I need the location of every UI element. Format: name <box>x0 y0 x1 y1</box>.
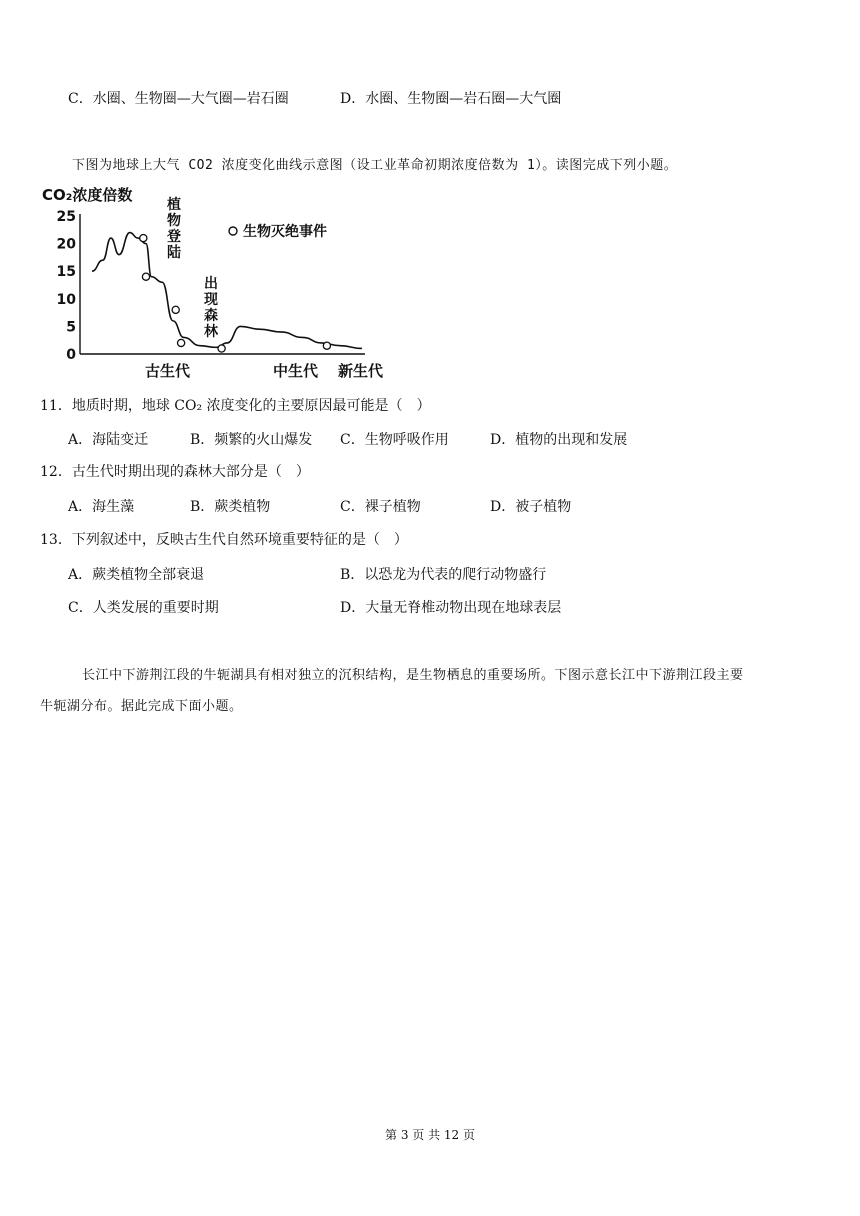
option-prev-d: D．水圈、生物圈—岩石圈—大气圈 <box>340 91 562 107</box>
q12-option-b[interactable]: B．蕨类植物 <box>190 499 271 515</box>
q13-option-d[interactable]: D．大量无脊椎动物出现在地球表层 <box>340 600 562 616</box>
question-13-stem: 13．下列叙述中，反映古生代自然环境重要特征的是（ ） <box>40 532 408 548</box>
annot-forest-2: 现 <box>204 292 218 308</box>
extinction-event-3 <box>172 306 179 313</box>
co2-chart <box>40 184 410 384</box>
question-12-stem: 12．古生代时期出现的森林大部分是（ ） <box>40 464 310 480</box>
extinction-event-2 <box>142 273 149 280</box>
extinction-event-5 <box>218 345 225 352</box>
annot-forest-3: 森 <box>204 308 218 324</box>
y-tick-20: 20 <box>56 236 76 253</box>
y-tick-0: 0 <box>66 347 76 363</box>
q11-option-c[interactable]: C．生物呼吸作用 <box>340 432 449 448</box>
q12-option-a[interactable]: A．海生藻 <box>68 499 135 515</box>
q12-option-d[interactable]: D．被子植物 <box>490 499 572 515</box>
annot-plants-3: 登 <box>167 229 181 245</box>
annot-forest-1: 出 <box>204 276 218 292</box>
co2-intro-text: 下图为地球上大气 CO2 浓度变化曲线示意图（设工业革命初期浓度倍数为 1）。读图完成下列小题。 <box>72 158 678 173</box>
legend-label: 生物灭绝事件 <box>243 224 327 240</box>
x-label-paleozoic: 古生代 <box>145 362 191 380</box>
annotation-forest-appears <box>203 276 219 340</box>
annot-plants-4: 陆 <box>167 245 181 261</box>
option-prev-c: C．水圈、生物圈—大气圈—岩石圈 <box>68 91 289 107</box>
co2-curve <box>92 233 362 349</box>
oxbow-intro-line2: 牛轭湖分布。据此完成下面小题。 <box>40 699 243 714</box>
x-label-cenozoic: 新生代 <box>338 362 384 380</box>
q11-option-d[interactable]: D．植物的出现和发展 <box>490 432 628 448</box>
annot-plants-1: 植 <box>167 197 181 213</box>
annot-plants-2: 物 <box>167 213 181 229</box>
annotation-plants-on-land <box>166 196 182 261</box>
y-tick-25: 25 <box>56 209 76 225</box>
extinction-event-6 <box>323 342 330 349</box>
question-11-stem: 11．地质时期，地球 CO₂ 浓度变化的主要原因最可能是（ ） <box>40 398 431 414</box>
y-tick-10: 10 <box>56 291 76 308</box>
q13-option-b[interactable]: B．以恐龙为代表的爬行动物盛行 <box>340 567 547 583</box>
extinction-event-1 <box>140 234 147 241</box>
y-tick-15: 15 <box>56 264 76 281</box>
oxbow-intro-line1: 长江中下游荆江段的牛轭湖具有相对独立的沉积结构，是生物栖息的重要场所。下图示意长江中下游荆江段主要 <box>82 668 744 683</box>
legend-marker <box>229 227 237 235</box>
chart-ylabel: CO₂浓度倍数 <box>42 186 133 204</box>
y-tick-5: 5 <box>66 319 76 336</box>
annot-forest-4: 林 <box>204 324 218 340</box>
extinction-event-4 <box>178 339 185 346</box>
q11-option-a[interactable]: A．海陆变迁 <box>68 432 149 448</box>
q11-option-b[interactable]: B．频繁的火山爆发 <box>190 432 313 448</box>
page-footer: 第 3 页 共 12 页 <box>385 1128 475 1142</box>
q12-option-c[interactable]: C．裸子植物 <box>340 499 421 515</box>
x-label-mesozoic: 中生代 <box>273 362 319 380</box>
q13-option-a[interactable]: A．蕨类植物全部衰退 <box>68 567 205 583</box>
q13-option-c[interactable]: C．人类发展的重要时期 <box>68 600 219 616</box>
